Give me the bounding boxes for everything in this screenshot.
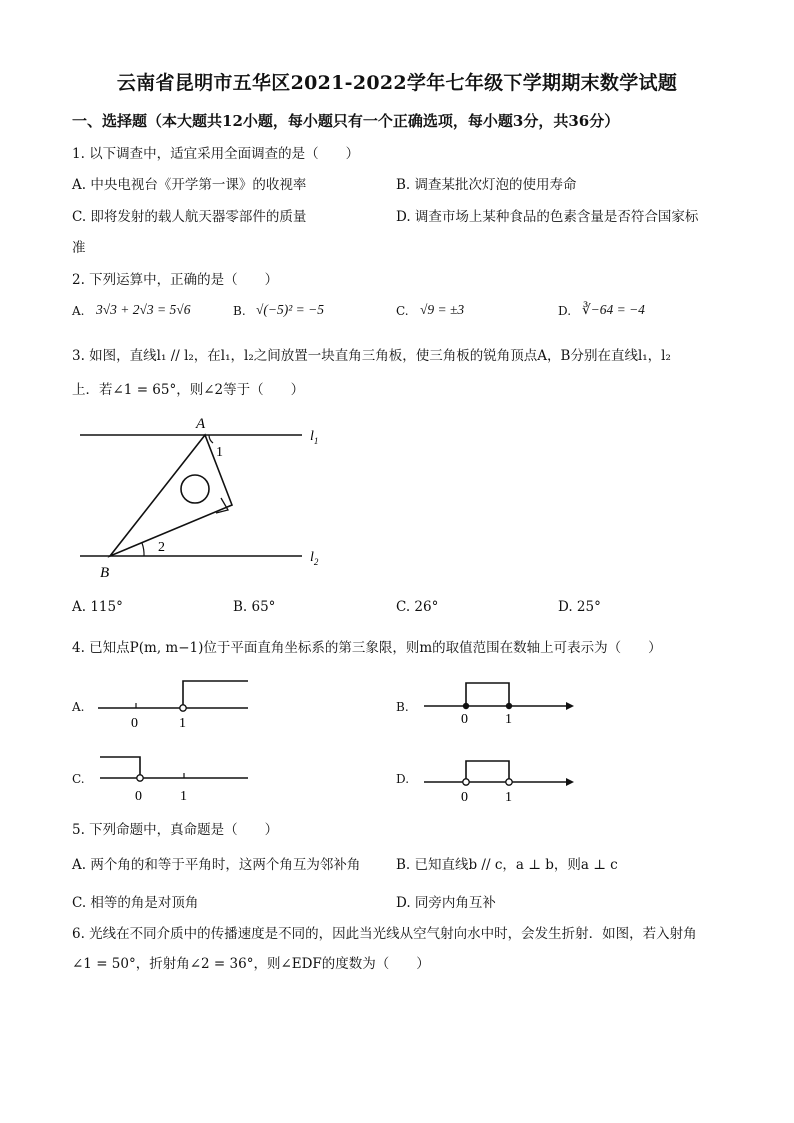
question-4-option-b-label: B. (396, 700, 409, 714)
range-bracket (183, 681, 248, 708)
tick-label-0: 0 (135, 789, 142, 804)
question-3-stem-line-2: 上．若∠1 = 65°，则∠2等于（ ） (72, 382, 305, 398)
solid-point-1 (506, 703, 512, 709)
open-point-0 (463, 779, 469, 785)
open-point (137, 775, 143, 781)
question-5-option-a: A. 两个角的和等于平角时，这两个角互为邻补角 (72, 857, 361, 873)
question-2-option-c-label: C. (396, 304, 409, 318)
number-line-option-a (96, 675, 266, 730)
question-3-option-a: A. 115° (72, 599, 123, 615)
question-4-option-d-label: D. (396, 772, 410, 786)
question-1-option-b: B. 调查某批次灯泡的使用寿命 (396, 177, 577, 193)
question-5-stem: 5. 下列命题中，真命题是（ ） (72, 822, 279, 838)
angle-2-arc (142, 543, 144, 556)
section-heading: 一、选择题（本大题共12小题，每小题只有一个正确选项，每小题3分，共36分） (72, 112, 620, 130)
question-6-stem-line-2: ∠1 = 50°，折射角∠2 = 36°，则∠EDF的度数为（ ） (72, 956, 430, 972)
angle-1-arc (209, 435, 213, 443)
open-point (180, 705, 186, 711)
tick-label-1: 1 (505, 790, 512, 805)
question-1-option-d-continued: 准 (72, 240, 86, 256)
question-2-option-d-expression: ∛−64 = −4 (582, 302, 645, 317)
question-1-option-c: C. 即将发射的载人航天器零部件的质量 (72, 209, 307, 225)
question-1-stem: 1. 以下调查中，适宜采用全面调查的是（ ） (72, 146, 360, 162)
open-point-1 (506, 779, 512, 785)
triangle-hole-circle (181, 475, 209, 503)
number-line-option-b (422, 675, 582, 730)
tick-label-1: 1 (180, 789, 187, 804)
angle-1-label: 1 (216, 445, 223, 460)
number-line-option-c (96, 748, 266, 803)
question-3-figure (72, 410, 342, 585)
question-1-option-d: D. 调查市场上某种食品的色素含量是否符合国家标 (396, 209, 699, 225)
question-2-option-b-expression: √(−5)² = −5 (256, 302, 325, 317)
line-l1-label: $l_1$ (310, 429, 319, 446)
question-3-option-b: B. 65° (233, 599, 276, 615)
question-4-stem: 4. 已知点P(m, m−1)位于平面直角坐标系的第三象限，则m的取值范围在数轴上可表示为（ ） (72, 640, 662, 656)
solid-point-0 (463, 703, 469, 709)
tick-label-1: 1 (505, 712, 512, 727)
tick-label-0: 0 (461, 790, 468, 805)
question-3-option-d: D. 25° (558, 599, 601, 615)
tick-label-0: 0 (461, 712, 468, 727)
tick-label-0: 0 (131, 716, 138, 731)
question-5-option-c: C. 相等的角是对顶角 (72, 895, 199, 911)
question-2-stem: 2. 下列运算中，正确的是（ ） (72, 272, 279, 288)
point-b-label: B (100, 565, 110, 581)
question-3-option-c: C. 26° (396, 599, 439, 615)
question-6-stem-line-1: 6. 光线在不同介质中的传播速度是不同的，因此当光线从空气射向水中时，会发生折射．如图，若入射角 (72, 926, 697, 942)
right-triangle-ruler (110, 435, 232, 556)
question-4-option-c-label: C. (72, 772, 85, 786)
tick-label-1: 1 (179, 716, 186, 731)
question-2-option-c-expression: √9 = ±3 (420, 302, 465, 317)
range-bracket (466, 683, 509, 706)
question-2-option-a-label: A. (72, 304, 85, 318)
angle-2-label: 2 (158, 540, 165, 555)
number-line-option-d (422, 748, 582, 803)
line-l2-label: $l_2$ (310, 550, 319, 567)
point-a-label: A (196, 416, 206, 432)
question-1-option-a: A. 中央电视台《开学第一课》的收视率 (72, 177, 307, 193)
range-bracket (466, 761, 509, 782)
page-title: 云南省昆明市五华区2021-2022学年七年级下学期期末数学试题 (116, 72, 678, 94)
question-5-option-d: D. 同旁内角互补 (396, 895, 496, 911)
question-4-option-a-label: A. (72, 700, 85, 714)
question-2-option-a-expression: 3√3 + 2√3 = 5√6 (96, 302, 191, 317)
question-2-option-d-label: D. (558, 304, 572, 318)
range-bracket (100, 757, 140, 778)
question-3-stem-line-1: 3. 如图，直线l₁ // l₂，在l₁，l₂之间放置一块直角三角板，使三角板的锐角顶点A，B分别在直线l₁，l₂ (72, 348, 671, 364)
question-5-option-b: B. 已知直线b // c，a ⊥ b，则a ⊥ c (396, 857, 618, 873)
question-2-option-b-label: B. (233, 304, 246, 318)
